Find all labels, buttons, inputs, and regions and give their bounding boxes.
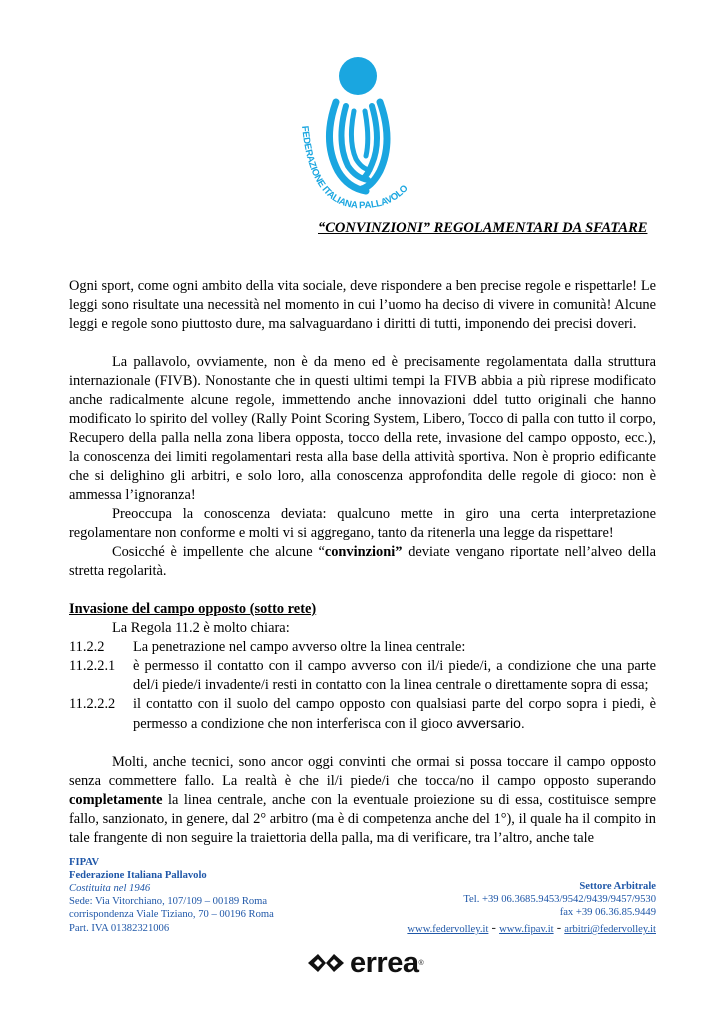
paragraph-deviated-knowledge: Preoccupa la conoscenza deviata: qualcuno mette in giro una certa interpretazione regolamentare non conforme e molti vi si aggregano, tanto da ritenerla una legge da rispettare! <box>69 506 656 541</box>
link-separator: - <box>491 919 497 935</box>
org-address: Sede: Via Vitorchiano, 107/109 – 00189 Roma <box>69 896 268 907</box>
footer-department-info <box>356 880 656 919</box>
org-vat: Part. IVA 01382321006 <box>69 923 170 934</box>
rule-text: La penetrazione nel campo avverso oltre la linea centrale: <box>133 639 466 655</box>
org-founded: Costituita nel 1946 <box>69 883 151 894</box>
fipav-logo <box>296 56 436 216</box>
fipav-emblem-icon <box>296 56 436 216</box>
paragraph-misconception: Molti, anche tecnici, sono ancor oggi convinti che ormai si possa toccare il campo opposto senza commettere fallo. La realtà è che il/i piede/i che tocca/no il campo opposto superando completamente la linea centrale, anche con la eventuale proiezione su di essa, costituisce sempre fallo, sanzionato, in genere, dal 2° arbitro (ma è di competenza anche del 1°), il quale ha il compito in tale frangente di non seguire la traiettoria della palla, ma di verificare, tra l’altro, anche tale <box>69 754 656 846</box>
rule-number: 11.2.2.2 <box>69 696 116 712</box>
rule-text: il contatto con il suolo del campo opposto con qualsiasi parte del corpo sopra i piedi, è permesso a condizione che non interferisca con il gioco avversario. <box>133 696 656 732</box>
svg-text:FEDERAZIONE ITALIANA PALLAVOLO <box>299 125 410 211</box>
sponsor-logo <box>306 948 424 978</box>
document-title: “CONVINZIONI” REGOLAMENTARI DA SFATARE <box>318 220 648 236</box>
paragraph-fivb: La pallavolo, ovviamente, non è da meno ed è precisamente regolamentata dalla struttura internazionale (FIVB). Nonostante che in questi ultimi tempi la FIVB abbia a più riprese modificato anche radicalmente alcune regole, immettendo anche innovazioni ddel tutto originali che hanno modificato lo spirito del volley (Rally Point Scoring System, Libero, Tocco di palla con tutto il corpo, Recupero della palla nella zona libera opposta, tocco della rete, invasione del campo opposto, ecc.), la conoscenza dei limiti regolamentari resta alla base della attività sportiva. Non è proprio edificante che si delighino gli arbitri, e solo loro, alla conoscenza approfondita delle regole di gioco: non è ammessa l’ignoranza! <box>69 354 656 503</box>
rule-item <box>69 638 656 657</box>
sponsor-name: errea <box>350 947 419 979</box>
rule-item <box>69 657 656 695</box>
org-short-name: FIPAV <box>69 857 100 868</box>
document-body <box>69 277 656 848</box>
footer-links <box>407 921 656 936</box>
department-phone: Tel. +39 06.3685.9453/9542/9439/9457/9530 <box>463 894 656 905</box>
rule-text: è permesso il contatto con il campo avverso con il/i piede/i, a condizione che una parte del/i piede/i invadente/i resti in contatto con la linea centrale o direttamente sopra di essa; <box>133 658 656 693</box>
rule-number: 11.2.2.1 <box>69 658 116 674</box>
paragraph-intro: Ogni sport, come ogni ambito della vita sociale, deve rispondere a ben precise regole e rispettarle! Le leggi sono risultate una necessità nel momento in cui l’uomo ha deciso di vivere in comunità! Alcune leggi e regole sono piuttosto dure, ma salvaguardano i diritti di tutti, imponendo dei precisi doveri. <box>69 278 656 332</box>
department-name: Settore Arbitrale <box>579 881 656 892</box>
department-fax: fax +39 06.36.85.9449 <box>559 907 656 918</box>
rule-number: 11.2.2 <box>69 639 105 655</box>
org-mail-address: corrispondenza Viale Tiziano, 70 – 00196 Roma <box>69 909 274 920</box>
paragraph-convictions: Cosicché è impellente che alcune “convinzioni” deviate vengano riportate nell’alveo della stretta regolarità. <box>69 544 656 579</box>
logo-text: FEDERAZIONE ITALIANA PALLAVOLO <box>299 125 411 212</box>
rule-item <box>69 695 656 734</box>
link-separator: - <box>556 919 562 935</box>
email-link[interactable]: arbitri@federvolley.it <box>564 924 656 935</box>
registered-mark: ® <box>418 959 424 967</box>
footer-org-info <box>69 856 369 921</box>
federvolley-link[interactable]: www.federvolley.it <box>407 924 489 935</box>
fipav-link[interactable]: www.fipav.it <box>499 924 554 935</box>
section-intro: La Regola 11.2 è molto chiara: <box>112 620 290 636</box>
section-heading: Invasione del campo opposto (sotto rete) <box>69 601 317 617</box>
org-full-name: Federazione Italiana Pallavolo <box>69 870 207 881</box>
errea-symbol-icon <box>306 951 346 975</box>
